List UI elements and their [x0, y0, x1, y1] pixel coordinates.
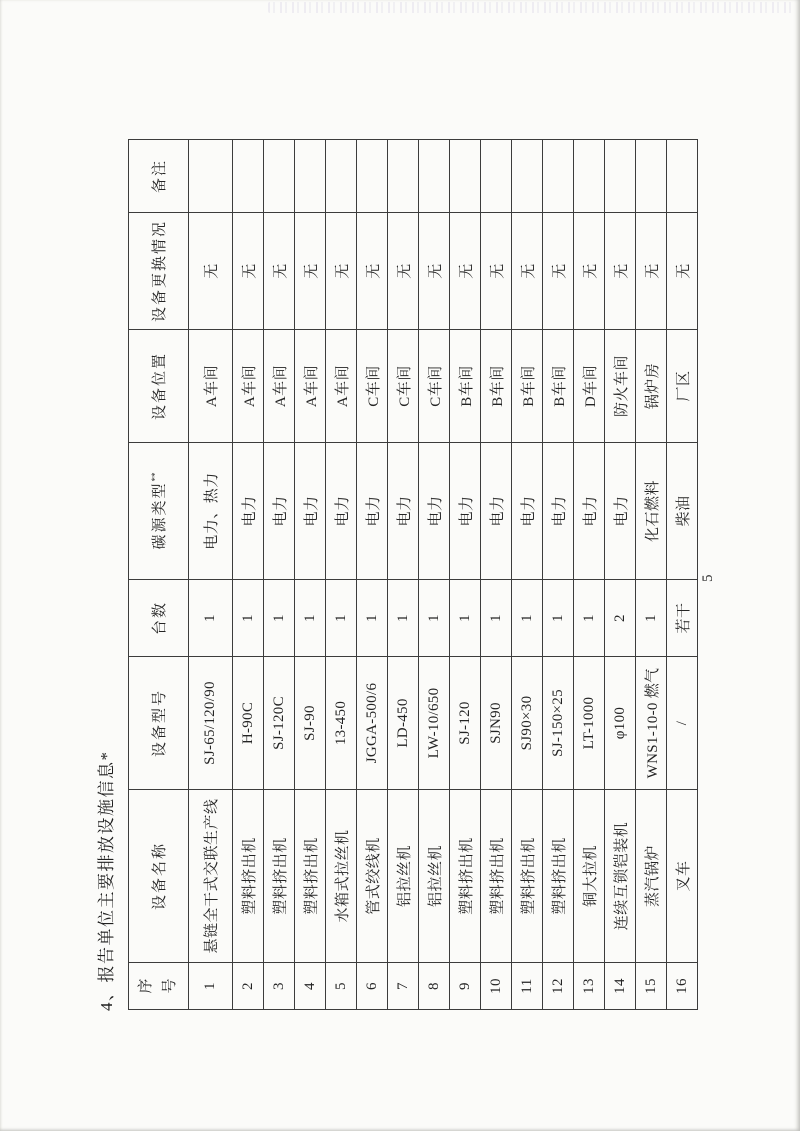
column-header-label: 设备名称 [152, 842, 168, 911]
column-header-label: 碳源类型 [152, 481, 168, 550]
cell-replacement-status: 无 [357, 213, 388, 330]
cell-model: / [667, 657, 698, 790]
table-row [574, 140, 605, 1010]
cell-remarks [512, 140, 543, 213]
cell-model: 13-450 [326, 657, 357, 790]
column-header-label: 台数 [152, 601, 168, 636]
table-row [450, 140, 481, 1010]
cell-carbon-type: 电力 [450, 443, 481, 580]
cell-seq: 11 [512, 963, 543, 1010]
cell-remarks [357, 140, 388, 213]
cell-carbon-type: 电力 [233, 443, 264, 580]
page-number: 5 [700, 574, 716, 582]
cell-seq: 10 [481, 963, 512, 1010]
cell-equipment-name: 铝拉丝机 [388, 790, 419, 963]
cell-equipment-name: 塑料挤出机 [233, 790, 264, 963]
cell-model: JGGA-500/6 [357, 657, 388, 790]
cell-remarks [295, 140, 326, 213]
column-header-footnote-marker: ** [150, 472, 160, 482]
cell-seq: 4 [295, 963, 326, 1010]
cell-count: 1 [636, 580, 667, 657]
cell-equipment-name: 塑料挤出机 [481, 790, 512, 963]
cell-count: 1 [419, 580, 450, 657]
cell-count: 1 [543, 580, 574, 657]
column-header-label: 设备位置 [152, 352, 168, 421]
cell-seq: 1 [189, 963, 233, 1010]
cell-model: φ100 [605, 657, 636, 790]
cell-model: WNS1-10-0 燃气 [636, 657, 667, 790]
cell-remarks [543, 140, 574, 213]
cell-count: 1 [295, 580, 326, 657]
cell-replacement-status: 无 [189, 213, 233, 330]
header-row [129, 140, 189, 1010]
column-header-label: 备注 [152, 159, 168, 194]
cell-model: SJ-120C [264, 657, 295, 790]
cell-seq: 3 [264, 963, 295, 1010]
cell-replacement-status: 无 [543, 213, 574, 330]
col-header-carbon-type [129, 443, 189, 580]
cell-carbon-type: 化石燃料 [636, 443, 667, 580]
cell-seq: 9 [450, 963, 481, 1010]
cell-model: SJ-150×25 [543, 657, 574, 790]
cell-replacement-status: 无 [636, 213, 667, 330]
col-header-model [129, 657, 189, 790]
cell-location: C车间 [419, 330, 450, 443]
cell-count: 1 [357, 580, 388, 657]
cell-carbon-type: 电力 [605, 443, 636, 580]
cell-seq: 16 [667, 963, 698, 1010]
table-row [636, 140, 667, 1010]
cell-replacement-status: 无 [512, 213, 543, 330]
cell-equipment-name: 塑料挤出机 [543, 790, 574, 963]
cell-carbon-type: 电力 [574, 443, 605, 580]
cell-location: C车间 [388, 330, 419, 443]
cell-count: 若干 [667, 580, 698, 657]
cell-location: A车间 [189, 330, 233, 443]
cell-count: 1 [189, 580, 233, 657]
cell-model: SJ-120 [450, 657, 481, 790]
table-body [189, 140, 698, 1010]
table-row [295, 140, 326, 1010]
cell-location: A车间 [264, 330, 295, 443]
cell-seq: 12 [543, 963, 574, 1010]
cell-count: 1 [326, 580, 357, 657]
column-header-label: 设备更换情况 [152, 220, 168, 323]
cell-count: 1 [481, 580, 512, 657]
cell-location: A车间 [233, 330, 264, 443]
cell-location: A车间 [295, 330, 326, 443]
table-row [388, 140, 419, 1010]
col-header-location [129, 330, 189, 443]
cell-remarks [450, 140, 481, 213]
cell-equipment-name: 管式绞线机 [357, 790, 388, 963]
table-row [419, 140, 450, 1010]
table-row [326, 140, 357, 1010]
table-row [264, 140, 295, 1010]
cell-location: 锅炉房 [636, 330, 667, 443]
cell-remarks [388, 140, 419, 213]
cell-equipment-name: 塑料挤出机 [450, 790, 481, 963]
col-header-seq [129, 963, 189, 1010]
col-header-remarks [129, 140, 189, 213]
cell-remarks [667, 140, 698, 213]
cell-count: 1 [574, 580, 605, 657]
cell-equipment-name: 铜大拉机 [574, 790, 605, 963]
page-title: 4、报告单位主要排放设施信息* [97, 750, 116, 1011]
cell-seq: 15 [636, 963, 667, 1010]
cell-location: D车间 [574, 330, 605, 443]
cell-count: 1 [512, 580, 543, 657]
cell-replacement-status: 无 [295, 213, 326, 330]
cell-seq: 5 [326, 963, 357, 1010]
cell-model: SJ-90 [295, 657, 326, 790]
cell-equipment-name: 蒸汽锅炉 [636, 790, 667, 963]
cell-location: B车间 [543, 330, 574, 443]
cell-model: SJ-65/120/90 [189, 657, 233, 790]
cell-remarks [419, 140, 450, 213]
cell-remarks [605, 140, 636, 213]
cell-carbon-type: 电力 [388, 443, 419, 580]
cell-carbon-type: 电力 [357, 443, 388, 580]
table-row [605, 140, 636, 1010]
cell-seq: 8 [419, 963, 450, 1010]
cell-remarks [636, 140, 667, 213]
cell-equipment-name: 塑料挤出机 [512, 790, 543, 963]
cell-carbon-type: 电力 [264, 443, 295, 580]
cell-carbon-type: 电力 [295, 443, 326, 580]
cell-remarks [481, 140, 512, 213]
cell-count: 1 [388, 580, 419, 657]
table-row [481, 140, 512, 1010]
cell-model: LD-450 [388, 657, 419, 790]
cell-model: LW-10/650 [419, 657, 450, 790]
cell-carbon-type: 电力、热力 [189, 443, 233, 580]
cell-location: 厂区 [667, 330, 698, 443]
cell-seq: 13 [574, 963, 605, 1010]
cell-replacement-status: 无 [450, 213, 481, 330]
cell-remarks [574, 140, 605, 213]
cell-carbon-type: 电力 [326, 443, 357, 580]
cell-replacement-status: 无 [326, 213, 357, 330]
cell-location: B车间 [450, 330, 481, 443]
cell-location: C车间 [357, 330, 388, 443]
cell-replacement-status: 无 [574, 213, 605, 330]
cell-seq: 7 [388, 963, 419, 1010]
column-header-label: 序号 [138, 978, 178, 994]
table-row [543, 140, 574, 1010]
cell-equipment-name: 塑料挤出机 [295, 790, 326, 963]
cell-equipment-name: 铝拉丝机 [419, 790, 450, 963]
table-row [357, 140, 388, 1010]
cell-count: 1 [233, 580, 264, 657]
column-header-label: 设备型号 [152, 689, 168, 758]
cell-remarks [326, 140, 357, 213]
cell-seq: 14 [605, 963, 636, 1010]
col-header-count [129, 580, 189, 657]
col-header-replacement-status [129, 213, 189, 330]
cell-carbon-type: 电力 [512, 443, 543, 580]
cell-seq: 6 [357, 963, 388, 1010]
cell-replacement-status: 无 [605, 213, 636, 330]
cell-location: B车间 [481, 330, 512, 443]
cell-remarks [264, 140, 295, 213]
cell-carbon-type: 电力 [543, 443, 574, 580]
col-header-equipment-name [129, 790, 189, 963]
cell-equipment-name: 叉车 [667, 790, 698, 963]
cell-equipment-name: 悬链全干式交联生产线 [189, 790, 233, 963]
cell-model: LT-1000 [574, 657, 605, 790]
cell-remarks [233, 140, 264, 213]
cell-equipment-name: 塑料挤出机 [264, 790, 295, 963]
cell-seq: 2 [233, 963, 264, 1010]
cell-model: SJ90×30 [512, 657, 543, 790]
cell-count: 1 [264, 580, 295, 657]
cell-carbon-type: 电力 [481, 443, 512, 580]
cell-location: B车间 [512, 330, 543, 443]
cell-equipment-name: 连续互锁铠装机 [605, 790, 636, 963]
cell-replacement-status: 无 [667, 213, 698, 330]
cell-carbon-type: 电力 [419, 443, 450, 580]
cell-location: A车间 [326, 330, 357, 443]
cell-model: H-90C [233, 657, 264, 790]
cell-replacement-status: 无 [233, 213, 264, 330]
table-row [189, 140, 233, 1010]
cell-replacement-status: 无 [419, 213, 450, 330]
cell-count: 2 [605, 580, 636, 657]
cell-replacement-status: 无 [481, 213, 512, 330]
cell-carbon-type: 柴油 [667, 443, 698, 580]
cell-equipment-name: 水箱式拉丝机 [326, 790, 357, 963]
table-row [512, 140, 543, 1010]
cell-remarks [189, 140, 233, 213]
cell-replacement-status: 无 [264, 213, 295, 330]
table-row [233, 140, 264, 1010]
cell-location: 防火车间 [605, 330, 636, 443]
cell-model: SJN90 [481, 657, 512, 790]
equipment-table [128, 139, 698, 1010]
cell-count: 1 [450, 580, 481, 657]
table-row [667, 140, 698, 1010]
cell-replacement-status: 无 [388, 213, 419, 330]
